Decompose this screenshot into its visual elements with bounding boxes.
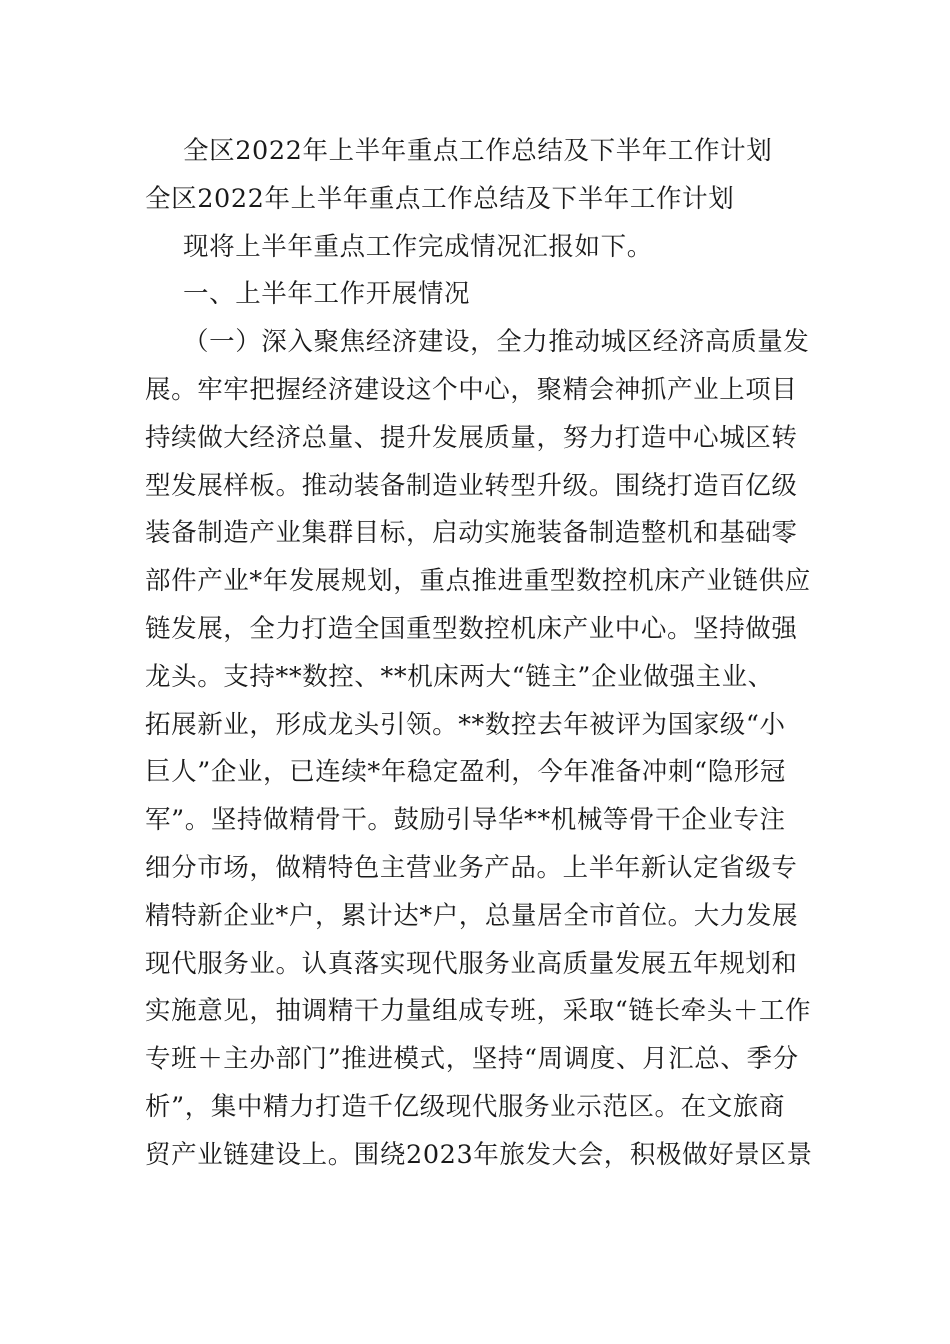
body-line: 链发展，全力打造全国重型数控机床产业中心。坚持做强	[145, 613, 798, 644]
intro-paragraph: 现将上半年重点工作完成情况汇报如下。	[183, 231, 653, 262]
document-body	[145, 128, 815, 1180]
body-line: 装备制造产业集群目标，启动实施装备制造整机和基础零	[145, 518, 798, 549]
body-line: 军”。坚持做精骨干。鼓励引导华**机械等骨干企业专注	[145, 805, 786, 836]
body-line: 析”，集中精力打造千亿级现代服务业示范区。在文旅商	[145, 1091, 786, 1122]
body-line: 展。牢牢把握经济建设这个中心，聚精会神抓产业上项目	[145, 374, 798, 405]
body-line: 拓展新业，形成龙头引领。**数控去年被评为国家级“小	[145, 709, 786, 740]
section-title: 一、上半年工作开展情况	[183, 279, 471, 310]
document-heading-repeat: 全区2022年上半年重点工作总结及下半年工作计划	[145, 183, 735, 214]
body-line: 细分市场，做精特色主营业务产品。上半年新认定省级专	[145, 852, 798, 883]
body-line: 龙头。支持**数控、**机床两大“链主”企业做强主业、	[145, 661, 774, 692]
body-line: 型发展样板。推动装备制造业转型升级。围绕打造百亿级	[145, 470, 798, 501]
body-line: 专班＋主办部门”推进模式，坚持“周调度、月汇总、季分	[145, 1044, 799, 1075]
body-line: 持续做大经济总量、提升发展质量，努力打造中心城区转	[145, 422, 798, 453]
body-line: 部件产业*年发展规划，重点推进重型数控机床产业链供应	[145, 566, 811, 597]
body-line: 现代服务业。认真落实现代服务业高质量发展五年规划和	[145, 948, 798, 979]
body-line: 巨人”企业，已连续*年稳定盈利，今年准备冲刺“隐形冠	[145, 757, 786, 788]
document-heading: 全区2022年上半年重点工作总结及下半年工作计划	[183, 136, 773, 166]
body-line: （一）深入聚焦经济建设，全力推动城区经济高质量发	[183, 327, 810, 358]
body-line: 贸产业链建设上。围绕2023年旅发大会，积极做好景区景	[145, 1139, 813, 1170]
body-line: 实施意见，抽调精干力量组成专班，采取“链长牵头＋工作	[145, 996, 812, 1027]
body-line: 精特新企业*户，累计达*户，总量居全市首位。大力发展	[145, 900, 799, 931]
